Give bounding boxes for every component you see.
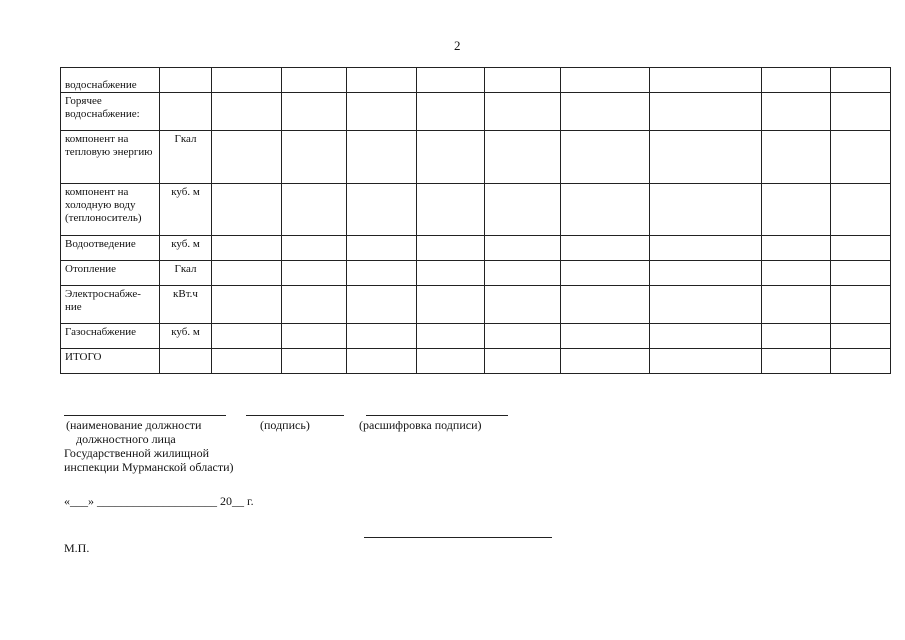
value-cell bbox=[561, 68, 650, 93]
row-label: Водоотведение bbox=[61, 236, 160, 261]
value-cell bbox=[212, 236, 282, 261]
value-cell bbox=[650, 131, 762, 184]
value-cell bbox=[561, 131, 650, 184]
row-unit: Гкал bbox=[160, 261, 212, 286]
value-cell bbox=[282, 68, 347, 93]
value-cell bbox=[831, 261, 891, 286]
row-unit bbox=[160, 68, 212, 93]
value-cell bbox=[212, 184, 282, 236]
value-cell bbox=[561, 93, 650, 131]
value-cell bbox=[831, 324, 891, 349]
row-label: Электроснабже-ние bbox=[61, 286, 160, 324]
value-cell bbox=[212, 324, 282, 349]
value-cell bbox=[762, 261, 831, 286]
value-cell bbox=[347, 68, 417, 93]
table-row bbox=[61, 131, 891, 184]
value-cell bbox=[485, 131, 561, 184]
row-label: компонент на холодную воду (теплоноситель) bbox=[61, 184, 160, 236]
position-caption-line-2: должностного лица bbox=[76, 432, 176, 446]
position-caption-line-4: инспекции Мурманской области) bbox=[64, 460, 234, 474]
row-label: Отопление bbox=[61, 261, 160, 286]
value-cell bbox=[417, 236, 485, 261]
value-cell bbox=[561, 236, 650, 261]
value-cell bbox=[282, 286, 347, 324]
value-cell bbox=[650, 93, 762, 131]
value-cell bbox=[650, 324, 762, 349]
value-cell bbox=[831, 131, 891, 184]
row-label: Газоснабжение bbox=[61, 324, 160, 349]
value-cell bbox=[347, 261, 417, 286]
value-cell bbox=[831, 184, 891, 236]
value-cell bbox=[485, 324, 561, 349]
row-unit: куб. м bbox=[160, 236, 212, 261]
value-cell bbox=[212, 93, 282, 131]
value-cell bbox=[762, 68, 831, 93]
row-unit: куб. м bbox=[160, 324, 212, 349]
value-cell bbox=[282, 93, 347, 131]
value-cell bbox=[650, 68, 762, 93]
value-cell bbox=[485, 349, 561, 374]
value-cell bbox=[282, 261, 347, 286]
value-cell bbox=[650, 261, 762, 286]
value-cell bbox=[762, 324, 831, 349]
value-cell bbox=[561, 286, 650, 324]
value-cell bbox=[485, 286, 561, 324]
value-cell bbox=[417, 349, 485, 374]
value-cell bbox=[650, 236, 762, 261]
page-number: 2 bbox=[454, 38, 461, 53]
value-cell bbox=[485, 261, 561, 286]
position-caption-line-1: (наименование должности bbox=[66, 418, 202, 432]
value-cell bbox=[561, 184, 650, 236]
extra-line bbox=[364, 537, 552, 538]
value-cell bbox=[212, 131, 282, 184]
decoding-signature-line bbox=[366, 415, 508, 416]
value-cell bbox=[282, 131, 347, 184]
value-cell bbox=[831, 236, 891, 261]
signature-caption: (подпись) bbox=[260, 418, 310, 432]
row-label: компонент на тепловую энергию bbox=[61, 131, 160, 184]
value-cell bbox=[762, 93, 831, 131]
value-cell bbox=[347, 93, 417, 131]
value-cell bbox=[650, 184, 762, 236]
value-cell bbox=[561, 324, 650, 349]
value-cell bbox=[282, 324, 347, 349]
value-cell bbox=[282, 349, 347, 374]
table-row bbox=[61, 68, 891, 93]
row-label: водоснабжение bbox=[61, 68, 160, 93]
value-cell bbox=[561, 349, 650, 374]
table-row bbox=[61, 286, 891, 324]
position-signature-line bbox=[64, 415, 226, 416]
table-row bbox=[61, 236, 891, 261]
value-cell bbox=[762, 131, 831, 184]
value-cell bbox=[485, 68, 561, 93]
position-caption-line-3: Государственной жилищной bbox=[64, 446, 209, 460]
value-cell bbox=[762, 184, 831, 236]
value-cell bbox=[831, 349, 891, 374]
value-cell bbox=[762, 236, 831, 261]
stamp-label: М.П. bbox=[64, 541, 90, 555]
table-row bbox=[61, 184, 891, 236]
value-cell bbox=[347, 286, 417, 324]
table-row bbox=[61, 261, 891, 286]
position-caption bbox=[66, 418, 234, 474]
value-cell bbox=[762, 286, 831, 324]
value-cell bbox=[417, 68, 485, 93]
value-cell bbox=[347, 324, 417, 349]
value-cell bbox=[347, 131, 417, 184]
date-line: «___» ____________________ 20__ г. bbox=[64, 494, 254, 508]
value-cell bbox=[212, 286, 282, 324]
value-cell bbox=[650, 286, 762, 324]
row-label: Горячее водоснабжение: bbox=[61, 93, 160, 131]
value-cell bbox=[282, 236, 347, 261]
value-cell bbox=[347, 236, 417, 261]
table-row bbox=[61, 93, 891, 131]
value-cell bbox=[417, 324, 485, 349]
row-unit bbox=[160, 93, 212, 131]
row-label: ИТОГО bbox=[61, 349, 160, 374]
value-cell bbox=[831, 93, 891, 131]
value-cell bbox=[417, 93, 485, 131]
value-cell bbox=[762, 349, 831, 374]
value-cell bbox=[417, 286, 485, 324]
value-cell bbox=[212, 68, 282, 93]
table-row bbox=[61, 324, 891, 349]
value-cell bbox=[485, 236, 561, 261]
signature-line bbox=[246, 415, 344, 416]
utilities-table bbox=[60, 67, 891, 374]
value-cell bbox=[831, 286, 891, 324]
value-cell bbox=[212, 261, 282, 286]
value-cell bbox=[417, 261, 485, 286]
value-cell bbox=[347, 349, 417, 374]
row-unit bbox=[160, 349, 212, 374]
value-cell bbox=[417, 184, 485, 236]
row-unit: куб. м bbox=[160, 184, 212, 236]
value-cell bbox=[212, 349, 282, 374]
value-cell bbox=[831, 68, 891, 93]
value-cell bbox=[485, 93, 561, 131]
row-unit: кВт.ч bbox=[160, 286, 212, 324]
row-unit: Гкал bbox=[160, 131, 212, 184]
value-cell bbox=[650, 349, 762, 374]
value-cell bbox=[347, 184, 417, 236]
value-cell bbox=[561, 261, 650, 286]
value-cell bbox=[417, 131, 485, 184]
table-row bbox=[61, 349, 891, 374]
value-cell bbox=[282, 184, 347, 236]
value-cell bbox=[485, 184, 561, 236]
decoding-caption: (расшифровка подписи) bbox=[359, 418, 482, 432]
